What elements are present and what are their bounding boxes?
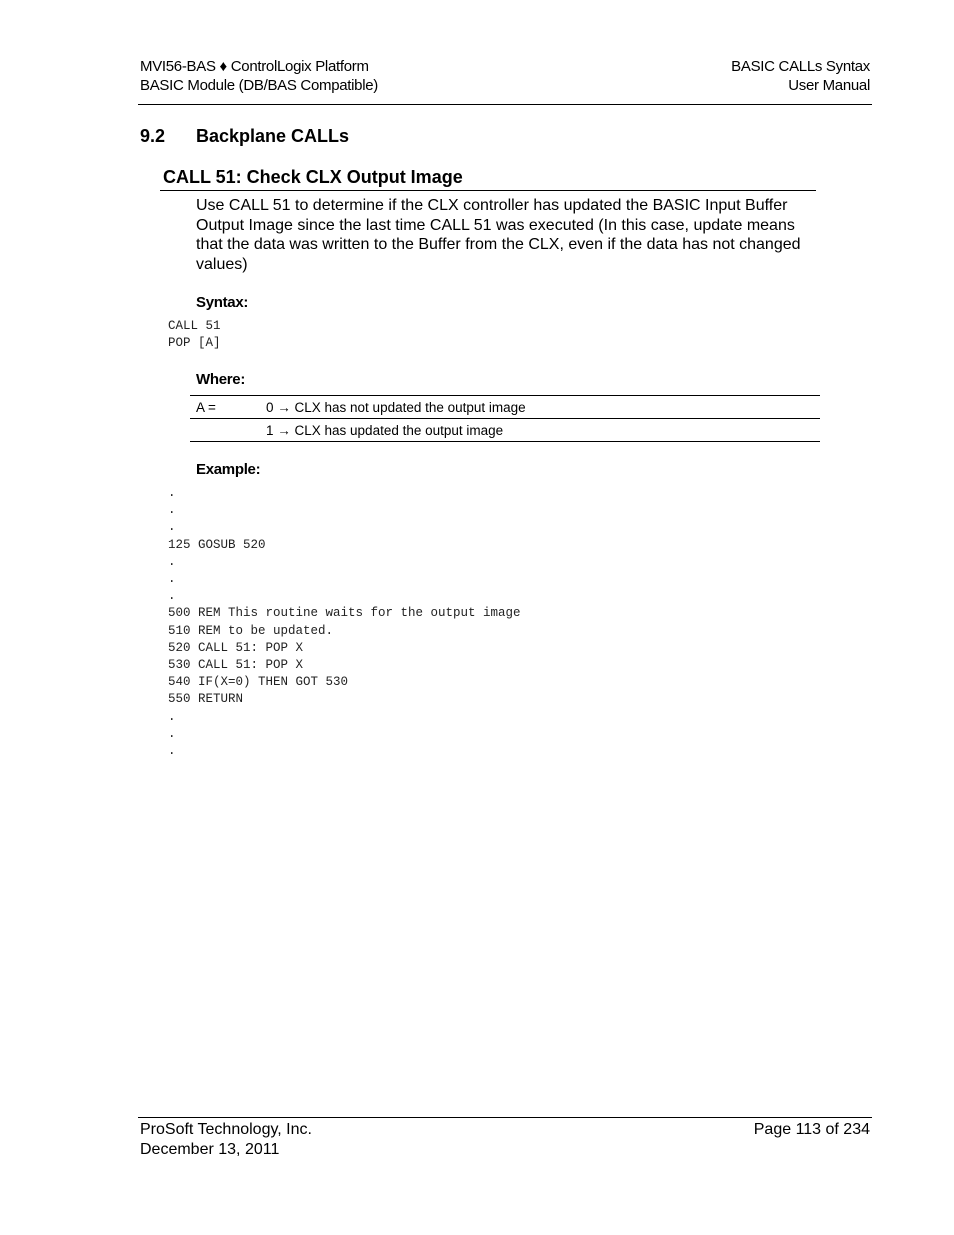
code-line: .	[168, 486, 176, 500]
code-line: .	[168, 709, 176, 724]
running-header-right	[731, 57, 870, 95]
code-line: .	[168, 744, 176, 759]
code-line: .	[168, 554, 176, 569]
where-table	[190, 395, 820, 442]
product-name: MVI56-BAS ♦ ControlLogix Platform	[140, 58, 369, 75]
code-line: .	[168, 503, 176, 518]
code-line: 510 REM to be updated.	[168, 623, 334, 638]
section-heading	[140, 126, 349, 147]
code-line: .	[168, 589, 176, 604]
example-label: Example:	[196, 461, 261, 478]
page-number: Page 113 of 234	[753, 1121, 870, 1138]
publication-date: December 13, 2011	[140, 1140, 280, 1158]
example-code-block	[168, 485, 521, 760]
subsection-divider	[160, 190, 816, 191]
module-name: BASIC Module (DB/BAS Compatible)	[140, 77, 378, 94]
code-line: 125 GOSUB 520	[168, 537, 266, 552]
footer-divider	[138, 1117, 872, 1118]
manual-type: User Manual	[788, 77, 870, 94]
chapter-name: BASIC CALLs Syntax	[731, 58, 870, 75]
code-line: .	[168, 726, 176, 741]
code-line: .	[168, 572, 176, 587]
subsection-heading: CALL 51: Check CLX Output Image	[163, 167, 463, 187]
code-line: 520 CALL 51: POP X	[168, 640, 304, 655]
code-line: 530 CALL 51: POP X	[168, 658, 304, 673]
desc-cell: 0 → CLX has not updated the output image	[260, 396, 820, 419]
syntax-label: Syntax:	[196, 294, 249, 311]
desc-cell: 1 → CLX has updated the output image	[260, 419, 820, 442]
header-divider	[138, 104, 872, 105]
section-number: 9.2	[140, 126, 166, 146]
syntax-code-block	[168, 318, 221, 352]
code-line: 500 REM This routine waits for the output image	[168, 606, 521, 621]
code-line: 550 RETURN	[168, 692, 244, 707]
param-cell: A =	[190, 396, 260, 419]
table-row	[190, 396, 820, 419]
footer-left	[140, 1120, 312, 1159]
code-line: POP [A]	[168, 336, 221, 351]
code-line: CALL 51	[168, 319, 221, 333]
intro-paragraph: Use CALL 51 to determine if the CLX controller has updated the BASIC Input Buffer Output Image since the last time CALL 51 was executed (In this case, update means that the data was written to the Buffer from the CLX, even if the data has not changed values)	[196, 197, 801, 273]
code-line: .	[168, 520, 176, 535]
table-row	[190, 419, 820, 442]
running-header-left	[140, 57, 378, 95]
param-cell	[190, 419, 260, 442]
where-label: Where:	[196, 371, 246, 388]
company-name: ProSoft Technology, Inc.	[140, 1121, 312, 1138]
section-title: Backplane CALLs	[196, 126, 350, 146]
code-line: 540 IF(X=0) THEN GOT 530	[168, 675, 349, 690]
